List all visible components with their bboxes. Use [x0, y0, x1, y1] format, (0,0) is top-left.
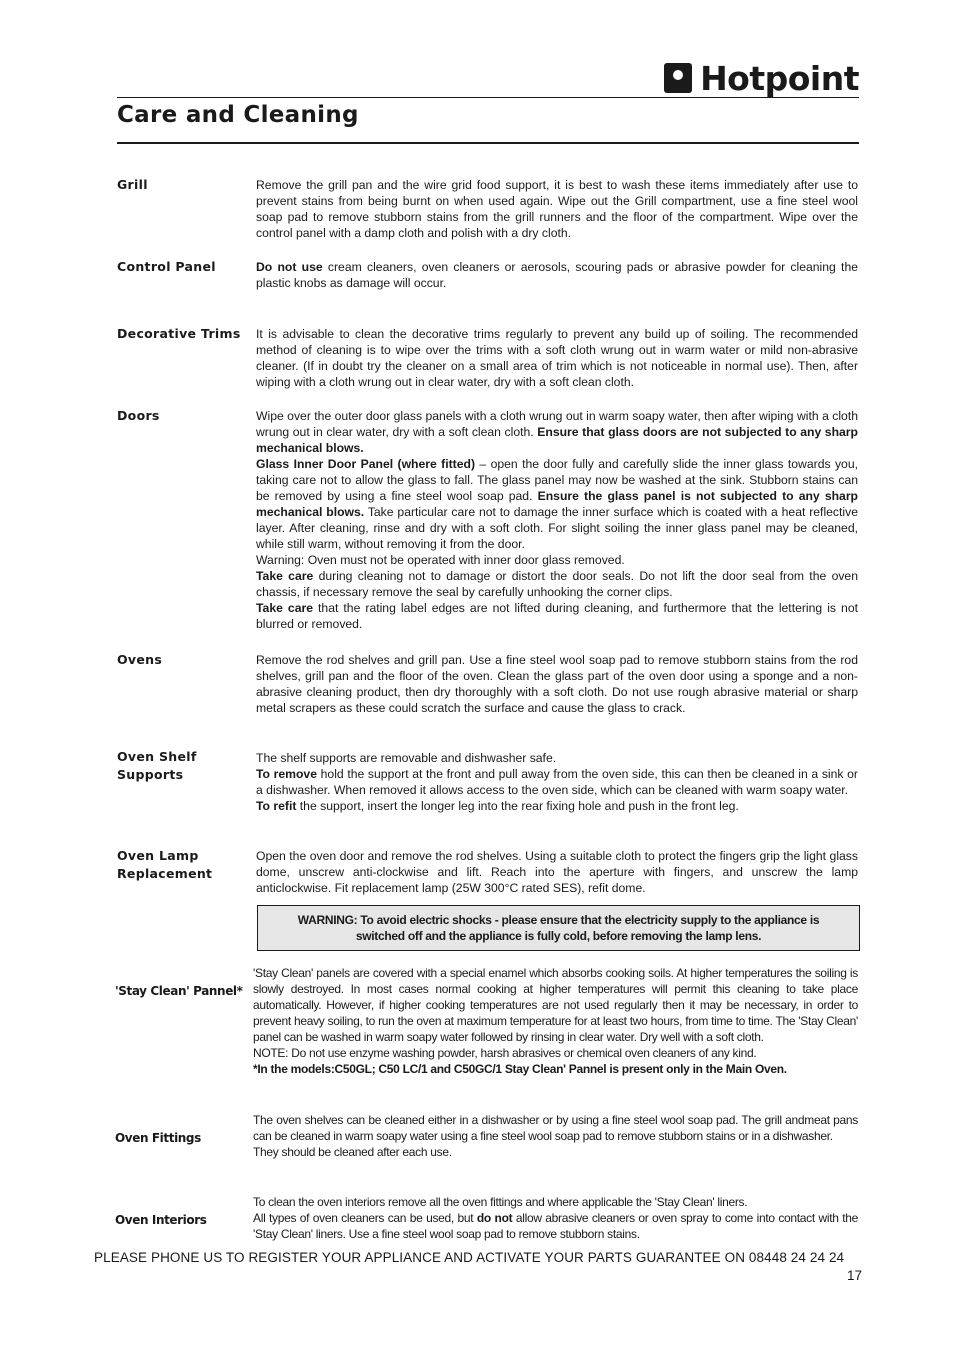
- section-label-grill: Grill: [117, 177, 148, 192]
- ovens-text: Remove the rod shelves and grill pan. Use a fine steel wool soap pad to remove stubborn stains from the rod shelves, grill pan and the floor of the oven. Clean the glass part of the oven door using a sponge and a non-abrasive cleaning product, then dry thoroughly with a soft cloth. Do not use rough abrasive material or sharp metal scrapers as these could scratch the surface and cause the glass to crack.: [256, 653, 858, 715]
- lamp-label-line-2: Replacement: [117, 866, 213, 881]
- section-body-oven-fittings: [253, 1112, 858, 1160]
- lamp-text: Open the oven door and remove the rod shelves. Using a suitable cloth to protect the fingers grip the light glass dome, unscrew anti-clockwise and lift. Reach into the aperture with fingers, and unscrew the lamp anticlockwise. Fit replacement lamp (25W 300°C rated SES), refit dome.: [256, 849, 858, 895]
- section-body-lamp-replacement: [256, 848, 858, 896]
- oven-interiors-text-1: To clean the oven interiors remove all the oven fittings and where applicable the 'Stay Clean' liners.: [253, 1195, 748, 1209]
- section-label-ovens: Ovens: [117, 652, 163, 667]
- doors-bold-2: Glass Inner Door Panel (where fitted): [256, 457, 476, 471]
- doors-text-5: that the rating label edges are not lifted during cleaning, and furthermore that the lettering is not blurred or removed.: [256, 601, 858, 631]
- section-label-doors: Doors: [117, 408, 160, 423]
- hotpoint-logo-icon: [664, 63, 692, 93]
- lamp-label-line-1: Oven Lamp: [117, 848, 199, 863]
- doors-bold-3: Ensure the glass panel is not subjected to any sharp mechanical blows.: [256, 489, 859, 519]
- doors-text-3: Take particular care not to damage the inner surface which is coated with a heat reflective layer. After cleaning, rinse and dry with a soft cloth. For slight soiling the inner glass panel may be cleaned, while still warm, without removing it from the door.: [256, 505, 858, 551]
- section-body-stay-clean: [253, 965, 858, 1077]
- section-body-shelf-supports: [256, 750, 858, 814]
- control-panel-text: cream cleaners, oven cleaners or aerosols, scouring pads or abrasive powder for cleaning the plastic knobs as damage will occur.: [256, 260, 859, 290]
- oven-interiors-text-3: allow abrasive cleaners or oven spray to come into contact with the 'Stay Clean' liners. Use a fine steel wool soap pad to remove stubborn stains.: [253, 1211, 858, 1241]
- section-label-lamp-replacement: [117, 847, 247, 883]
- brand-logo: [664, 58, 859, 98]
- section-body-control-panel: [256, 259, 858, 291]
- section-body-oven-interiors: [253, 1194, 858, 1242]
- brand-name: Hotpoint: [700, 58, 859, 98]
- shelf-supports-text-1: The shelf supports are removable and dishwasher safe.: [256, 751, 557, 765]
- doors-text-4: during cleaning not to damage or distort the door seals. Do not lift the door seal from the oven chassis, if necessary remove the seal by carefully unhooking the corner clips.: [256, 569, 858, 599]
- section-label-oven-interiors: Oven Interiors: [115, 1213, 207, 1227]
- stay-clean-models-note: *In the models:C50GL; C50 LC/1 and C50GC/1 Stay Clean' Pannel is present only in the Main Oven.: [253, 1062, 787, 1076]
- stay-clean-text-1: 'Stay Clean' panels are covered with a special enamel which absorbs cooking soils. At higher temperatures the soiling is slowly destroyed. In most cases normal cooking at higher temperatures will permit this cleaning to take place automatically. However, if higher cooking temperatures are not used regularly then it may be necessary, in order to prevent heavy soiling, to run the oven at maximum temperature for at least two hours, from time to time. The 'Stay Clean' panel can be washed in warm soapy water followed by rinsing in clear water. Dry well with a soft cloth.: [253, 966, 858, 1044]
- doors-bold-1: Ensure that glass doors are not subjected to any sharp mechanical blows.: [256, 425, 858, 455]
- header-rule: [117, 97, 859, 98]
- section-label-shelf-supports: [117, 748, 247, 784]
- control-panel-bold: Do not use: [256, 260, 323, 274]
- doors-bold-4: Take care: [256, 569, 314, 583]
- section-label-control-panel: Control Panel: [117, 259, 216, 274]
- shelf-supports-text-3: the support, insert the longer leg into the rear fixing hole and push in the front leg.: [296, 799, 739, 813]
- section-label-decorative-trims: Decorative Trims: [117, 326, 241, 341]
- doors-warning-text: Warning: Oven must not be operated with inner door glass removed.: [256, 553, 625, 567]
- shelf-supports-bold-1: To remove: [256, 767, 317, 781]
- section-body-ovens: [256, 652, 858, 716]
- doors-text-2: – open the door fully and carefully slide the inner glass towards you, taking care not to allow the glass to fall. The glass panel may now be washed at the sink. Stubborn stains can be removed by using a fine steel wool soap pad.: [256, 457, 858, 503]
- oven-interiors-bold: do not: [476, 1211, 513, 1225]
- footer-registration-notice: PLEASE PHONE US TO REGISTER YOUR APPLIANCE AND ACTIVATE YOUR PARTS GUARANTEE ON 08448 24 24 24: [94, 1250, 845, 1265]
- section-label-stay-clean: 'Stay Clean' Pannel*: [115, 984, 243, 998]
- decorative-trims-text: It is advisable to clean the decorative trims regularly to prevent any build up of soiling. The recommended method of cleaning is to wipe over the trims with a soft cloth wrung out in warm water or mild non-abrasive cleaner. (If in doubt try the cleaner on a small area of trim which is not noticeable in normal use). Then, after wiping with a cloth wrung out in clear water, dry with a soft clean cloth.: [256, 327, 858, 389]
- lamp-warning-box: WARNING: To avoid electric shocks - please ensure that the electricity supply to the appliance is switched off and the appliance is fully cold, before removing the lamp lens.: [257, 905, 860, 951]
- section-body-decorative-trims: [256, 326, 858, 390]
- oven-fittings-text-1: The oven shelves can be cleaned either in a dishwasher or by using a fine steel wool soap pad. The grill andmeat pans can be cleaned in warm soapy water using a fine steel wool soap pad to remove stubborn stains or in a dishwasher.: [253, 1113, 858, 1143]
- doors-text-1: Wipe over the outer door glass panels with a cloth wrung out in warm soapy water, then after wiping with a cloth wrung out in clear water, dry with a soft clean cloth.: [256, 409, 858, 439]
- doors-bold-5: Take care: [256, 601, 313, 615]
- oven-interiors-text-2: All types of oven cleaners can be used, but: [253, 1211, 477, 1225]
- shelf-supports-bold-2: To refit: [256, 799, 297, 813]
- oven-fittings-text-2: They should be cleaned after each use.: [253, 1145, 452, 1159]
- section-body-grill: [256, 177, 858, 241]
- grill-text: Remove the grill pan and the wire grid food support, it is best to wash these items immediately after use to prevent stains from being burnt on when used again. Wipe out the Grill compartment, use a fine steel wool soap pad to remove stubborn stains from the grill runners and the floor of the compartment. Wipe over the control panel with a damp cloth and polish with a dry cloth.: [256, 178, 858, 240]
- shelf-supports-text-2: hold the support at the front and pull away from the oven side, this can then be cleaned in a sink or a dishwasher. When removed it allows access to the oven side, which can be cleaned with warm soapy water.: [256, 767, 858, 797]
- page-number: 17: [846, 1268, 862, 1283]
- section-body-doors: [256, 408, 858, 632]
- title-rule: [117, 142, 859, 144]
- shelf-supports-label-line-1: Oven Shelf: [117, 749, 197, 764]
- page-title: Care and Cleaning: [117, 102, 359, 128]
- section-label-oven-fittings: Oven Fittings: [115, 1131, 201, 1145]
- stay-clean-note: NOTE: Do not use enzyme washing powder, harsh abrasives or chemical oven cleaners of any kind.: [253, 1046, 757, 1060]
- shelf-supports-label-line-2: Supports: [117, 767, 184, 782]
